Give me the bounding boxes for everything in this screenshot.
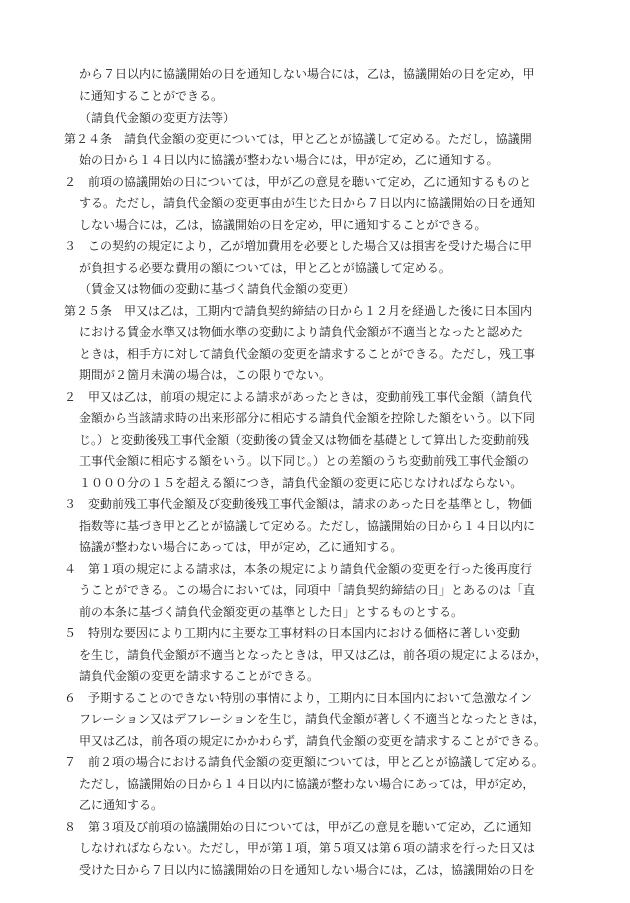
paragraph-start: ７ 前２項の場合における請負代金額の変更額については，甲と乙とが協議して定める。	[64, 755, 544, 769]
text-line: しない場合には，乙は，協議開始の日を定め，甲に通知することができる。	[79, 218, 487, 232]
paragraph-start: ３ 変動前残工事代金額及び変動後残工事代金額は，請求のあった日を基準とし，物価	[64, 497, 532, 511]
text-line: に通知することができる。	[79, 89, 224, 103]
paragraph-start: ２ 甲又は乙は，前項の規定による請求があったときは，変動前残工事代金額（請負代	[64, 390, 532, 404]
text-line: 請負代金額の変更を請求することができる。	[79, 669, 320, 683]
article-25-heading-line: 第２５条 甲又は乙は，工期内で請負契約締結の日から１２月を経過した後に日本国内	[64, 304, 533, 318]
text-line: １０００分の１５を超える額につき，請負代金額の変更に応じなければならない。	[79, 476, 523, 490]
text-line: 金額から当該請求時の出来形部分に相応する請負代金額を控除した額をいう。以下同	[79, 411, 536, 425]
text-line: 乙に通知する。	[79, 798, 164, 812]
text-line: する。ただし，請負代金額の変更事由が生じた日から７日以内に協議開始の日を通知	[79, 196, 536, 210]
text-line: 工事代金額に相応する額をいう。以下同じ。）との差額のうち変動前残工事代金額の	[79, 454, 530, 468]
paragraph-start: ６ 予期することのできない特別の事情により，工期内に日本国内において急激なイン	[64, 691, 533, 705]
text-line: うことができる。この場合においては，同項中「請負契約締結の日」とあるのは「直	[79, 583, 536, 597]
text-line: が負担する必要な費用の額については，甲と乙とが協議して定める。	[79, 261, 451, 275]
text-line: ただし，協議開始の日から１４日以内に協議が整わない場合にあっては，甲が定め，	[79, 777, 535, 791]
text-line: から７日以内に協議開始の日を通知しない場合には，乙は，協議開始の日を定め，甲	[79, 67, 535, 81]
text-line: 協議が整わない場合にあっては，甲が定め，乙に通知する。	[79, 540, 403, 554]
section-heading: （請負代金額の変更方法等）	[79, 111, 236, 125]
text-line: 指数等に基づき甲と乙とが協議して定める。ただし，協議開始の日から１４日以内に	[79, 519, 536, 533]
section-heading: （賃金又は物価の変動に基づく請負代金額の変更）	[79, 282, 356, 296]
text-line: しなければならない。ただし，甲が第１項，第５項又は第６項の請求を行った日又は	[79, 841, 536, 855]
paragraph-start: ２ 前項の協議開始の日については，甲が乙の意見を聴いて定め，乙に通知するものと	[64, 175, 532, 189]
text-line: じ。）と変動後残工事代金額（変動後の賃金又は物価を基礎として算出した変動前残	[79, 433, 530, 447]
text-line: 甲又は乙は，前各項の規定にかかわらず，請負代金額の変更を請求することができる。	[79, 734, 547, 748]
text-line: 受けた日から７日以内に協議開始の日を通知しない場合には，乙は，協議開始の日を	[79, 863, 536, 877]
paragraph-start: ４ 第１項の規定による請求は，本条の規定により請負代金額の変更を行った後再度行	[64, 562, 533, 576]
article-24-heading-line: 第２４条 請負代金額の変更については，甲と乙とが協議して定める。ただし，協議開	[64, 132, 532, 146]
text-line: 始の日から１４日以内に協議が整わない場合には，甲が定め，乙に通知する。	[79, 153, 499, 167]
text-line: における賃金水準又は物価水準の変動により請負代金額が不適当となったと認めた	[79, 325, 524, 339]
text-line: 期間が２箇月未満の場合は，この限りでない。	[79, 368, 332, 382]
paragraph-start: ８ 第３項及び前項の協議開始の日については，甲が乙の意見を聴いて定め，乙に通知	[64, 820, 532, 834]
text-line: ときは，相手方に対して請負代金額の変更を請求することができる。ただし，残工事	[79, 347, 536, 361]
text-line: 前の本条に基づく請負代金額変更の基準とした日」とするものとする。	[79, 605, 464, 619]
text-line: フレーション又はデフレーションを生じ，請負代金額が著しく不適当となったときは，	[79, 712, 546, 726]
text-line: を生じ，請負代金額が不適当となったときは，甲又は乙は，前各項の規定によるほか，	[79, 648, 548, 662]
paragraph-start: ３ この契約の規定により，乙が増加費用を必要とした場合又は損害を受けた場合に甲	[64, 239, 533, 253]
paragraph-start: ５ 特別な要因により工期内に主要な工事材料の日本国内における価格に著しい変動	[64, 626, 521, 640]
